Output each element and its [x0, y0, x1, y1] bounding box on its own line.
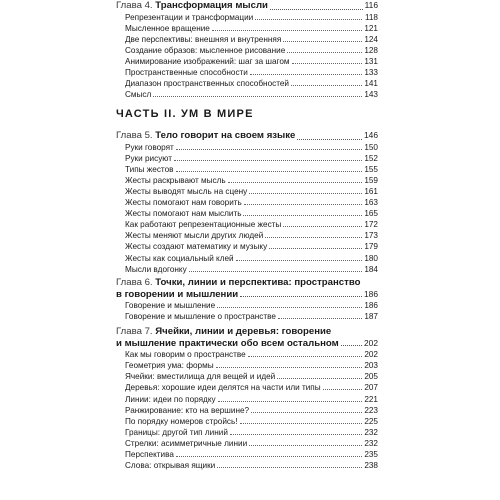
- toc-entry-title: Репрезентации и трансформации: [125, 12, 254, 22]
- toc-entry: [125, 427, 378, 438]
- part-heading: [116, 108, 254, 120]
- toc-entry: [125, 349, 378, 360]
- chapter-4-page: 116: [364, 0, 378, 10]
- toc-entry: [125, 241, 378, 252]
- toc-entry-title: Как мы говорим о пространстве: [125, 350, 246, 360]
- toc-entry-page: 172: [364, 220, 378, 230]
- toc-entry-page: 184: [364, 264, 378, 274]
- toc-entry-title: Руки говорят: [125, 142, 174, 152]
- toc-entry-leader: [251, 406, 362, 413]
- chapter-4-entries: [125, 12, 378, 101]
- chapter-4-label: Глава 4.: [116, 0, 153, 11]
- toc-entry-page: 133: [364, 68, 378, 78]
- chapter-7-entries: [125, 349, 378, 471]
- toc-entry-leader: [249, 439, 362, 446]
- toc-entry: [125, 449, 378, 460]
- toc-entry-title: Как работают репрезентационные жесты: [125, 220, 282, 230]
- toc-entry-page: 223: [364, 405, 378, 415]
- toc-entry-title: Жесты помогают нам мыслить: [125, 209, 242, 219]
- toc-entry-title: Жесты раскрывают мысль: [125, 175, 226, 185]
- toc-entry: [125, 12, 378, 23]
- toc-entry: [125, 56, 378, 67]
- toc-entry-title: Перспектива: [125, 450, 174, 460]
- toc-entry-title: Анимирование изображений: шаг за шагом: [125, 56, 290, 66]
- toc-entry-title: Ячейки: вместилища для вещей и идей: [125, 372, 276, 382]
- toc-entry-leader: [269, 242, 362, 249]
- toc-entry-page: 141: [364, 79, 378, 89]
- toc-entry-title: Мысленное вращение: [125, 23, 210, 33]
- toc-entry-page: 207: [364, 383, 378, 393]
- toc-entry-page: 118: [364, 12, 378, 22]
- toc-entry-page: 143: [364, 90, 378, 100]
- toc-entry-title: Деревья: хорошие идеи делятся на части или типы: [125, 383, 321, 393]
- toc-entry: [125, 405, 378, 416]
- toc-entry: [125, 360, 378, 371]
- toc-entry: [125, 208, 378, 219]
- toc-entry-page: 152: [364, 153, 378, 163]
- toc-entry: [125, 45, 378, 56]
- toc-entry-title: Создание образов: мысленное рисование: [125, 45, 286, 55]
- toc-entry-leader: [283, 35, 362, 42]
- chapter-6-heading: [116, 277, 378, 300]
- toc-entry-leader: [323, 383, 362, 390]
- toc-entry-leader: [217, 301, 362, 308]
- toc-entry-page: 173: [364, 231, 378, 241]
- toc-entry-leader: [240, 417, 362, 424]
- toc-entry: [125, 78, 378, 89]
- part-title: УМ В МИРЕ: [181, 108, 254, 120]
- chapter-6-title-line2: в говорении и мышлении: [116, 288, 239, 300]
- toc-entry: [125, 300, 378, 311]
- toc-entry-title: Жесты меняют мысли других людей: [125, 231, 264, 241]
- toc-entry-leader: [176, 143, 362, 150]
- chapter-6: [116, 277, 378, 322]
- toc-entry: [125, 416, 378, 427]
- chapter-4-heading: [116, 0, 378, 12]
- toc-entry-page: 238: [364, 461, 378, 471]
- toc-entry-page: 205: [364, 372, 378, 382]
- toc-entry: [125, 186, 378, 197]
- toc-entry-page: 179: [364, 242, 378, 252]
- toc-entry-page: 180: [364, 253, 378, 263]
- toc-entry-title: Говорение и мышление о пространстве: [125, 312, 276, 322]
- toc-entry-leader: [265, 231, 362, 238]
- toc-entry-leader: [243, 209, 362, 216]
- chapter-7-page: 202: [364, 337, 378, 348]
- toc-entry: [125, 264, 378, 275]
- toc-entry-page: 131: [364, 56, 378, 66]
- toc-entry-leader: [218, 395, 362, 402]
- toc-entry-title: Жесты как социальный клей: [125, 253, 234, 263]
- toc-entry-title: Руки рисуют: [125, 153, 173, 163]
- toc-entry: [125, 438, 378, 449]
- toc-entry: [125, 382, 378, 393]
- toc-entry-title: По порядку номеров стройсь!: [125, 416, 238, 426]
- toc-entry-title: Границы: другой тип линий: [125, 427, 228, 437]
- toc-entry-leader: [249, 187, 362, 194]
- chapter-5: [116, 130, 378, 275]
- toc-entry-page: 165: [364, 209, 378, 219]
- toc-entry-page: 124: [364, 34, 378, 44]
- toc-entry-leader: [176, 450, 362, 457]
- toc-entry-title: Две перспективы: внешняя и внутренняя: [125, 34, 282, 44]
- toc-entry-leader: [217, 461, 362, 468]
- toc-entry: [125, 164, 378, 175]
- chapter-5-page: 146: [364, 130, 378, 140]
- chapter-7-heading: [116, 326, 378, 349]
- toc-entry: [125, 394, 378, 405]
- toc-entry-leader: [230, 428, 362, 435]
- toc-entry: [125, 23, 378, 34]
- part-label: ЧАСТЬ II.: [116, 108, 177, 120]
- chapter-leader: [270, 9, 363, 10]
- toc-entry-title: Ранжирование: кто на вершине?: [125, 405, 250, 415]
- toc-entry: [125, 175, 378, 186]
- chapter-7: [116, 326, 378, 471]
- toc-entry: [125, 230, 378, 241]
- toc-entry: [125, 153, 378, 164]
- toc-entry-leader: [248, 350, 362, 357]
- chapter-4: [116, 0, 378, 100]
- toc-entry-leader: [189, 265, 362, 272]
- toc-entry-leader: [250, 68, 362, 75]
- toc-entry-leader: [212, 24, 362, 31]
- toc-entry-leader: [174, 154, 362, 161]
- toc-entry-leader: [236, 254, 362, 261]
- toc-entry-page: 150: [364, 142, 378, 152]
- toc-entry: [125, 253, 378, 264]
- toc-entry-page: 155: [364, 164, 378, 174]
- toc-entry: [125, 89, 378, 100]
- toc-entry-title: Стрелки: асимметричные линии: [125, 438, 248, 448]
- chapter-5-entries: [125, 142, 378, 275]
- toc-entry-title: Геометрия ума: формы: [125, 361, 214, 371]
- toc-entry-page: 225: [364, 416, 378, 426]
- toc-entry: [125, 34, 378, 45]
- toc-entry: [125, 142, 378, 153]
- toc-entry-leader: [292, 57, 362, 64]
- toc-entry: [125, 311, 378, 322]
- toc-entry-title: Типы жестов: [125, 164, 174, 174]
- toc-entry: [125, 219, 378, 230]
- toc-entry-page: 232: [364, 438, 378, 448]
- toc-entry: [125, 371, 378, 382]
- toc-entry-page: 121: [364, 23, 378, 33]
- chapter-7-title-line2: и мышление практически обо всем остальном: [116, 337, 339, 349]
- toc-entry-leader: [216, 361, 362, 368]
- toc-entry-title: Говорение и мышление: [125, 301, 216, 311]
- chapter-5-label: Глава 5.: [116, 130, 153, 141]
- toc-entry-leader: [176, 165, 363, 172]
- toc-entry-page: 232: [364, 427, 378, 437]
- toc-entry-title: Жесты помогают нам говорить: [125, 198, 242, 208]
- chapter-6-entries: [125, 300, 378, 322]
- chapter-6-label: Глава 6.: [116, 277, 153, 288]
- toc-entry-leader: [291, 79, 362, 86]
- chapter-4-title: Трансформация мысли: [155, 0, 268, 11]
- toc-entry-leader: [278, 312, 362, 319]
- toc-entry-leader: [228, 176, 362, 183]
- toc-entry-title: Линии: идеи по порядку: [125, 394, 216, 404]
- toc-entry-title: Смысл: [125, 90, 152, 100]
- chapter-5-title: Тело говорит на своем языке: [155, 130, 296, 141]
- chapter-6-title-line1: Точки, линии и перспектива: пространство: [155, 277, 361, 288]
- toc-entry-leader: [287, 46, 362, 53]
- toc-entry: [125, 67, 378, 78]
- toc-entry-leader: [277, 372, 362, 379]
- toc-entry-page: 187: [364, 312, 378, 322]
- toc-entry: [125, 197, 378, 208]
- toc-entry-leader: [283, 220, 362, 227]
- chapter-7-label: Глава 7.: [116, 326, 153, 337]
- chapter-6-page: 186: [364, 288, 378, 299]
- toc-entry-title: Жесты выводят мысль на сцену: [125, 186, 248, 196]
- toc-entry-page: 202: [364, 350, 378, 360]
- chapter-5-heading: [116, 130, 378, 142]
- chapter-7-title-line1: Ячейки, линии и деревья: говорение: [155, 326, 332, 337]
- toc-entry-title: Мысли вдогонку: [125, 264, 187, 274]
- toc-entry-leader: [255, 13, 362, 20]
- chapter-7-leader: [341, 338, 362, 346]
- toc-entry-title: Пространственные способности: [125, 68, 248, 78]
- toc-entry-page: 128: [364, 45, 378, 55]
- chapter-6-leader: [240, 289, 362, 297]
- toc-entry-page: 161: [364, 186, 378, 196]
- toc-entry-page: 163: [364, 198, 378, 208]
- chapter-leader: [297, 139, 362, 140]
- toc-entry-page: 235: [364, 450, 378, 460]
- toc-entry-leader: [153, 90, 362, 97]
- toc-entry-page: 221: [364, 394, 378, 404]
- toc-entry-title: Жесты создают математику и музыку: [125, 242, 268, 252]
- toc-entry-title: Слова: открывая ящики: [125, 461, 216, 471]
- toc-entry-leader: [244, 198, 362, 205]
- toc-entry: [125, 460, 378, 471]
- toc-entry-page: 159: [364, 175, 378, 185]
- toc-entry-title: Диапазон пространственных способностей: [125, 79, 290, 89]
- toc-entry-page: 203: [364, 361, 378, 371]
- toc-entry-page: 186: [364, 301, 378, 311]
